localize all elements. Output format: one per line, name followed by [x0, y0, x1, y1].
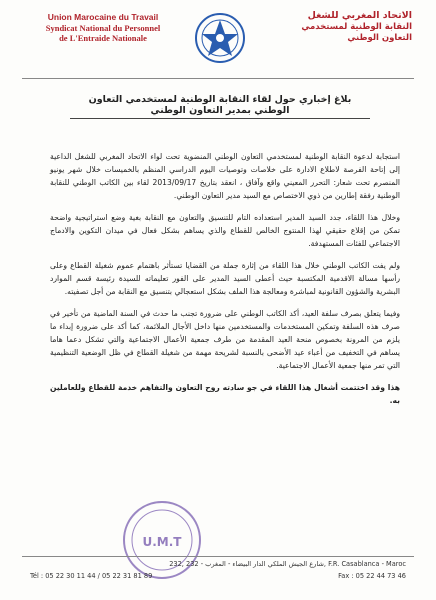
paragraph-4: وفيما يتعلق بصرف سلفة العيد، أكد الكاتب الوطني على ضرورة تجنب ما حدث في السنة الماضية من تأخير في صرف هذه السلفة وتمكين المستخدمات والمستخدمين منها داخل الأجال الملائمة، كما أكد على ضرورة إبداء ما يلزم من المرونة بخصوص منحة العيد المقدمة من طرف جمعية الأعمال الاجتماعية والتي تشكل دعما هاما يساهم في التخفيف من أعباء عيد الأضحى بالنسبة لشريحة مهمة من شغيلة القطاع في ظل الوضعية التنظيمية التي تمر منها جمعية الأعمال الاجتماعية. [50, 309, 400, 370]
paragraph-1: استجابة لدعوة النقابة الوطنية لمستخدمي التعاون الوطني المنضوية تحت لواء الاتحاد المغربي للشغل الداعية إلى إتاحة الفرصة لاطلاع الادارة على خلاصات وتوصيات اليوم الدراسي المنظم بالخميسات خلال شهر يونيو المنصرم تحت شعار: التحرر المعيني واقع وآفاق ، انعقد بتاريخ 2013/09/17 لقاء بين الكاتب الوطني للنقابة الوطنية رفقة إطارين من ذوي الاختصاص مع السيد مدير التعاون الوطني. [50, 152, 400, 200]
org-subname-fr-2: de L'Entraide Nationale [59, 33, 147, 43]
paragraph-3: ولم يفت الكاتب الوطني خلال هذا اللقاء من إثارة جملة من القضايا تستأثر باهتمام عموم شغيلة القطاع وعلى رأسها مسالة الاقدمية المكتسبة حيث أعطى السيد المدير على الفور تعليماته للسيدة رئيسة قسم الموارد البشرية والشؤون القانونية لمباشرة ومعالجة هذا الملف بشكل استعجالي بتنسيق مع النقابة من أجل تصفيته. [50, 261, 400, 296]
stamp-text: U.M.T [142, 535, 182, 549]
paragraph-2: وخلال هذا اللقاء، جدد السيد المدير استعداده التام للتنسيق والتعاون مع النقابة بغية وضع استراتيجية واضحة تمكن من إقلاع حقيقي لهذا المنتوج الخالص للقطاع والذي يساهم بشكل فعال في ميدان التكوين والادماج الاجتماعي للفئات المستهدفة. [50, 213, 400, 248]
header-french [28, 12, 178, 43]
footer-divider [22, 556, 414, 557]
org-subname-ar-2: التعاون الوطني [347, 33, 412, 43]
header-divider [22, 78, 414, 79]
closing-paragraph: هذا وقد اختتمت أشغال هذا اللقاء في جو سادته روح التعاون والتفاهم خدمة للقطاع وللعاملين به. [50, 383, 400, 405]
footer-phone: Tél : 05 22 30 11 44 / 05 22 31 81 89 [30, 572, 153, 580]
org-subname-ar-1: النقابة الوطنية لمستخدمي [301, 22, 412, 32]
org-subname-fr-1: Syndicat National du Personnel [45, 23, 161, 33]
footer-address: 232, شارع الجيش الملكي الدار البيضاء - المغرب - 232, F.R. Casablanca - Maroc [169, 560, 406, 568]
document-body [50, 150, 400, 416]
document-title: بلاغ إخباري حول لقاء النقابة الوطنية لمستخدمي التعاون الوطني بمدير التعاون الوطني [70, 94, 370, 119]
footer-fax: Fax : 05 22 44 73 46 [338, 572, 406, 580]
union-stamp-icon [120, 498, 204, 582]
footer-contacts [30, 572, 406, 580]
umt-emblem-icon [192, 10, 248, 66]
org-name-ar: الاتحاد المغربي للشغل [307, 10, 412, 21]
header-arabic [292, 10, 412, 44]
org-name-fr: Union Marocaine du Travail [47, 12, 159, 22]
